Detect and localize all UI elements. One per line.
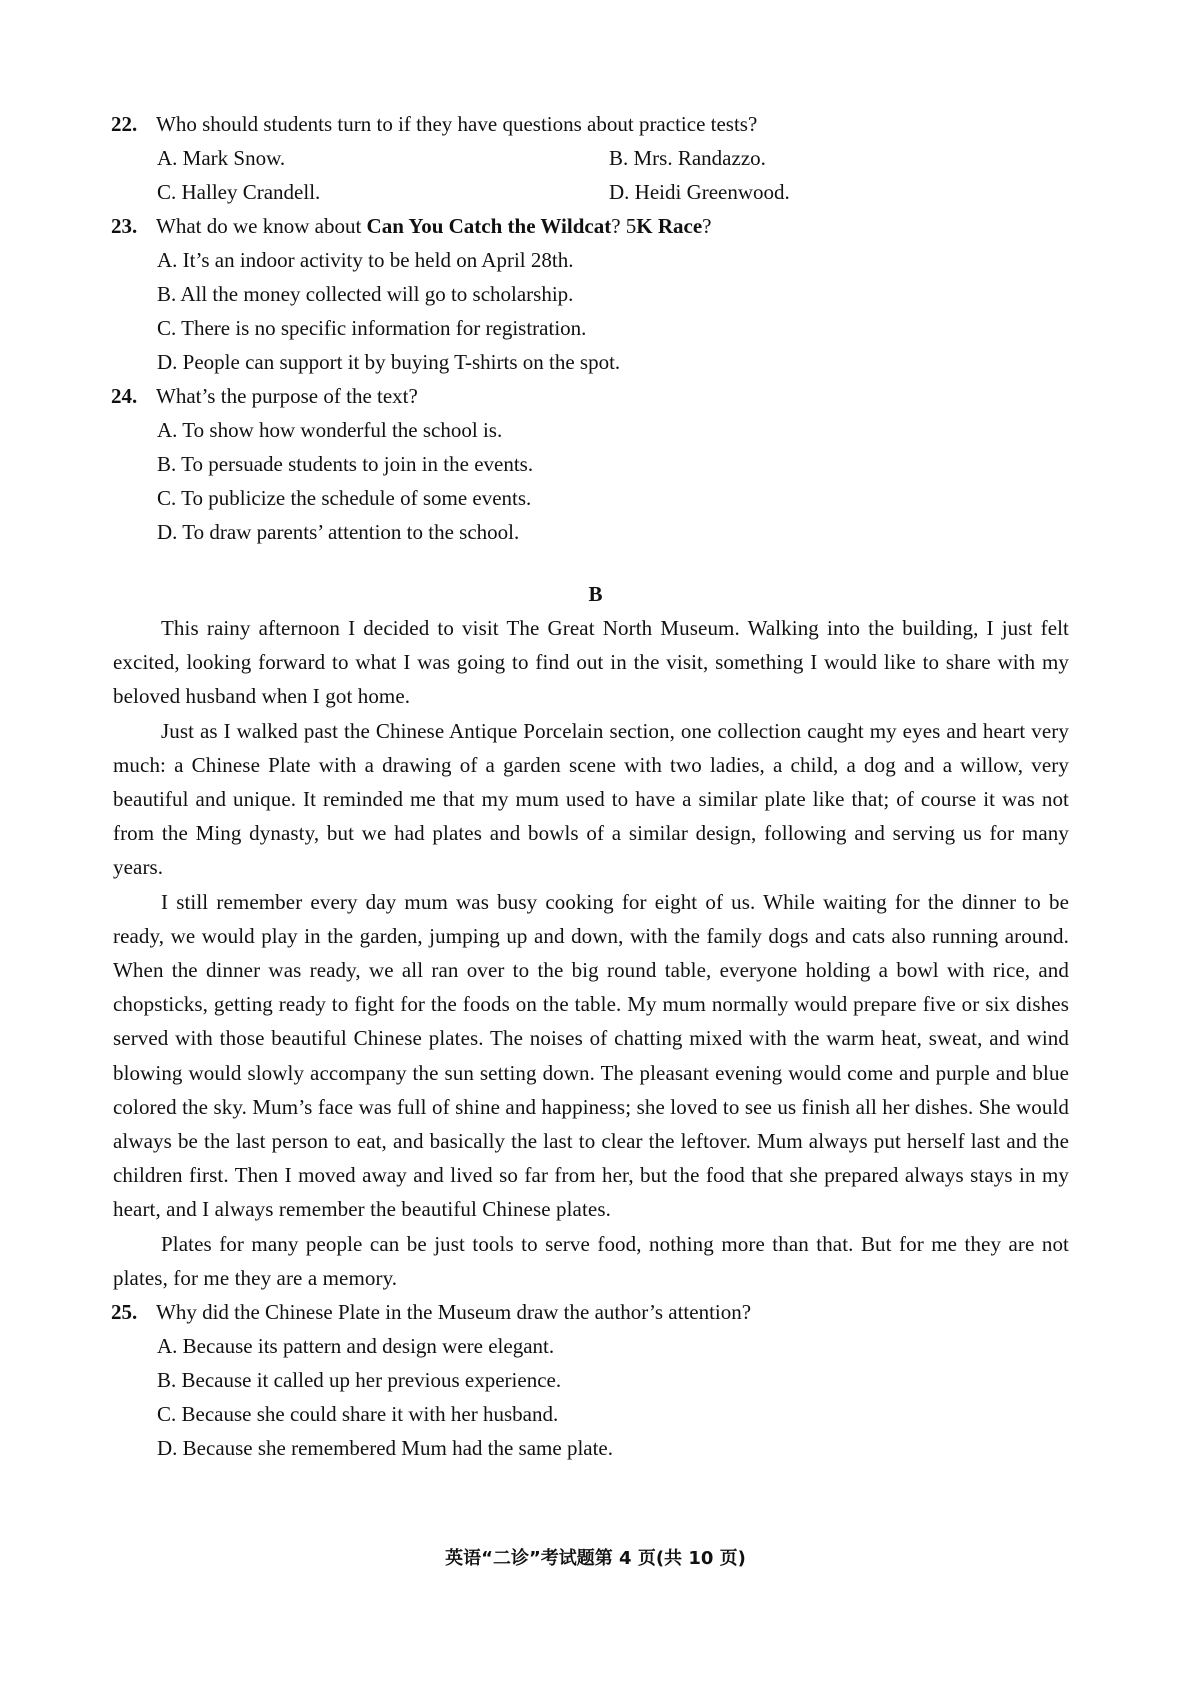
option-b: B. To persuade students to join in the events. — [157, 452, 534, 476]
question-stem: What’s the purpose of the text? — [156, 384, 418, 408]
option-b: B. All the money collected will go to scholarship. — [157, 282, 574, 306]
question-22-options — [157, 141, 1191, 209]
option-c: C. Halley Crandell. — [157, 180, 321, 204]
question-number: 22. — [111, 112, 138, 136]
question-24 — [111, 379, 1191, 413]
option-d: D. To draw parents’ attention to the school. — [157, 520, 520, 544]
section-title: B — [588, 582, 603, 606]
page-footer: 英语“二诊”考试题第 4 页(共 10 页) — [445, 1548, 746, 1569]
option-d: D. People can support it by buying T-shirts on the spot. — [157, 350, 621, 374]
passage-paragraph: Just as I walked past the Chinese Antique Porcelain section, one collection caught my eyes and heart very much: a Chinese Plate with a drawing of a garden scene with two ladies, a child, a dog and a willow, very beautiful and unique. It reminded me that my mum used to have a similar plate like that; of course it was not from the Ming dynasty, but we had plates and bowls of a similar design, following and serving us for many years. — [113, 718, 1069, 880]
option-d: D. Heidi Greenwood. — [609, 180, 790, 204]
stem-text: ? — [702, 214, 712, 238]
passage-paragraph: This rainy afternoon I decided to visit The Great North Museum. Walking into the building, I just felt excited, looking forward to what I was going to find out in the visit, something I would like to share with my beloved husband when I got home. — [113, 616, 1069, 709]
passage-paragraph: I still remember every day mum was busy cooking for eight of us. While waiting for the dinner to be ready, we would play in the garden, jumping up and down, with the family dogs and cats also running around. When the dinner was ready, we all ran over to the big round table, everyone holding a bowl with rice, and chopsticks, getting ready to fight for the foods on the table. My mum normally would prepare five or six dishes served with those beautiful Chinese plates. The noises of chatting mixed with the warm heat, sweat, and wind blowing would slowly accompany the sun setting down. The pleasant evening would come and purple and blue colored the sky. Mum’s face was full of shine and happiness; she loved to see us finish all her dishes. She would always be the last person to eat, and basically the last to clear the leftover. Mum always put herself last and the children first. Then I moved away and lived so far from her, but the food that she prepared always stays in my heart, and I always remember the beautiful Chinese plates. — [113, 889, 1069, 1222]
passage-paragraph: Plates for many people can be just tools to serve food, nothing more than that. But for me they are not plates, for me they are a memory. — [113, 1231, 1069, 1290]
option-a: A. It’s an indoor activity to be held on April 28th. — [157, 248, 574, 272]
option-a: A. To show how wonderful the school is. — [157, 418, 503, 442]
page-content — [0, 107, 1191, 1465]
question-23 — [111, 209, 1191, 243]
question-22 — [111, 107, 1191, 141]
options-row — [157, 141, 1191, 175]
question-24-options — [157, 413, 1191, 549]
question-25 — [111, 1295, 1191, 1329]
event-name: K Race — [636, 214, 703, 238]
option-c: C. Because she could share it with her husband. — [157, 1402, 559, 1427]
reading-passage — [113, 611, 1069, 1295]
question-stem — [156, 209, 712, 243]
option-c: C. There is no specific information for registration. — [157, 316, 587, 340]
stem-text: ? 5 — [611, 214, 637, 238]
question-number: 23. — [111, 214, 138, 238]
option-a: A. Because its pattern and design were elegant. — [157, 1334, 555, 1359]
event-name: Can You Catch the Wildcat — [366, 214, 612, 238]
question-stem: Who should students turn to if they have questions about practice tests? — [156, 112, 758, 136]
question-25-options — [157, 1329, 1191, 1465]
question-stem: Why did the Chinese Plate in the Museum draw the author’s attention? — [156, 1300, 752, 1325]
question-23-options — [157, 243, 1191, 379]
question-number: 25. — [111, 1300, 138, 1325]
option-b: B. Mrs. Randazzo. — [609, 146, 766, 170]
option-d: D. Because she remembered Mum had the same plate. — [157, 1436, 614, 1461]
option-b: B. Because it called up her previous experience. — [157, 1368, 562, 1393]
stem-text: What do we know about — [156, 214, 367, 238]
question-number: 24. — [111, 384, 138, 408]
option-a: A. Mark Snow. — [157, 146, 286, 170]
option-c: C. To publicize the schedule of some events. — [157, 486, 532, 510]
options-row — [157, 175, 1191, 209]
